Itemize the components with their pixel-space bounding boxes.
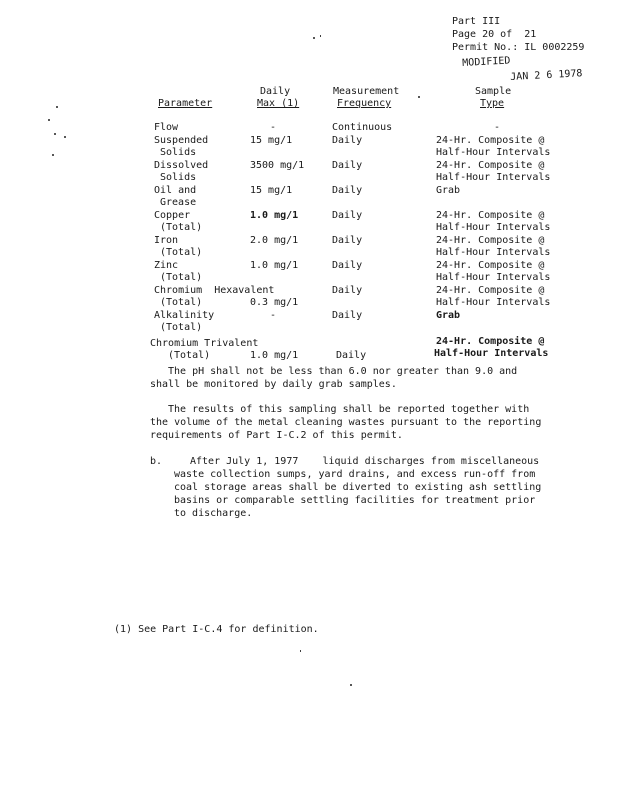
ph-line-1: The pH shall not be less than 6.0 nor greater than 9.0 and xyxy=(168,366,518,377)
table-row-parameter: Alkalinity xyxy=(154,310,215,321)
table-row-sample-type-sub: Half-Hour Intervals xyxy=(436,172,551,183)
stamp-date: JAN 2 6 1978 xyxy=(510,68,583,83)
table-row-sample-type: 24-Hr. Composite @ xyxy=(436,210,545,221)
table-row-sample-type: - xyxy=(494,122,501,133)
results-line-2: the volume of the metal cleaning wastes pursuant to the reporting xyxy=(150,417,542,428)
table-row-parameter-sub: Solids xyxy=(160,147,197,158)
col-header-sample-2: Type xyxy=(480,98,505,109)
table-row-daily-max: - xyxy=(270,122,277,133)
table-row-parameter-sub: (Total) xyxy=(160,247,203,258)
item-b-line-2: waste collection sumps, yard drains, and excess run-off from xyxy=(174,469,536,480)
table-row-sample-type: 24-Hr. Composite @ xyxy=(436,135,545,146)
item-b-line-5: to discharge. xyxy=(174,508,253,519)
modified-stamp: MODIFIED xyxy=(462,55,511,69)
table-row-sample-type: 24-Hr. Composite @ xyxy=(436,235,545,246)
table-row-frequency: Daily xyxy=(332,285,363,296)
table-row-daily-max: 15 mg/1 xyxy=(250,185,293,196)
last-row-sample-2: Half-Hour Intervals xyxy=(434,348,549,359)
col-header-max-1: Daily xyxy=(260,86,291,97)
table-row-frequency: Daily xyxy=(332,210,363,221)
table-row-daily-max: 3500 mg/1 xyxy=(250,160,305,171)
permit-number: Permit No.: IL 0002259 xyxy=(452,42,585,53)
table-row-sample-type: 24-Hr. Composite @ xyxy=(436,260,545,271)
table-row-parameter: Suspended xyxy=(154,135,209,146)
table-row-parameter-sub: Solids xyxy=(160,172,197,183)
table-row-frequency: Daily xyxy=(332,135,363,146)
scan-speck xyxy=(52,154,54,156)
part-label: Part III xyxy=(452,16,501,27)
table-row-daily-max: 1.0 mg/1 xyxy=(250,260,299,271)
col-header-sample-1: Sample xyxy=(475,86,512,97)
table-row-frequency: Daily xyxy=(332,235,363,246)
table-row-parameter: Flow xyxy=(154,122,179,133)
table-row-sample-type: 24-Hr. Composite @ xyxy=(436,160,545,171)
table-row-parameter: Zinc xyxy=(154,260,179,271)
last-row-frequency: Daily xyxy=(336,350,367,361)
item-b-label: b. xyxy=(150,456,163,467)
table-row-daily-max: 0.3 mg/1 xyxy=(250,297,299,308)
last-row-parameter-2: (Total) xyxy=(168,350,211,361)
last-row-parameter-1: Chromium Trivalent xyxy=(150,338,259,349)
table-row-parameter-sub: Grease xyxy=(160,197,197,208)
table-row-sample-type-sub: Half-Hour Intervals xyxy=(436,222,551,233)
table-row-daily-max: 15 mg/1 xyxy=(250,135,293,146)
table-row-sample-type-sub: Half-Hour Intervals xyxy=(436,297,551,308)
table-row-frequency: Continuous xyxy=(332,122,393,133)
col-header-frequency-2: Frequency xyxy=(337,98,392,109)
table-row-sample-type: 24-Hr. Composite @ xyxy=(436,285,545,296)
table-row-frequency: Daily xyxy=(332,185,363,196)
table-row-parameter-sub: (Total) xyxy=(160,322,203,333)
table-row-sample-type: Grab xyxy=(436,310,461,321)
table-row-sample-type-sub: Half-Hour Intervals xyxy=(436,147,551,158)
item-b-line-1: After July 1, 1977 liquid discharges from miscellaneous xyxy=(190,456,540,467)
table-row-parameter-sub: (Total) xyxy=(160,297,203,308)
table-row-frequency: Daily xyxy=(332,310,363,321)
table-row-sample-type: Grab xyxy=(436,185,461,196)
scan-speck xyxy=(418,96,420,98)
last-row-sample-1: 24-Hr. Composite @ xyxy=(436,336,545,347)
table-row-sample-type-sub: Half-Hour Intervals xyxy=(436,272,551,283)
ph-line-2: shall be monitored by daily grab samples. xyxy=(150,379,397,390)
table-row-daily-max: 1.0 mg/1 xyxy=(250,210,299,221)
scan-speck xyxy=(56,106,58,108)
scan-speck xyxy=(313,37,315,39)
scan-speck xyxy=(320,35,321,37)
table-row-daily-max: - xyxy=(270,310,277,321)
table-row-parameter-sub: (Total) xyxy=(160,222,203,233)
scan-speck xyxy=(54,133,56,135)
scan-speck xyxy=(48,119,50,121)
table-row-parameter: Oil and xyxy=(154,185,197,196)
col-header-parameter: Parameter xyxy=(158,98,213,109)
last-row-max: 1.0 mg/1 xyxy=(250,350,299,361)
scan-speck xyxy=(350,684,352,686)
col-header-max-2: Max (1) xyxy=(257,98,300,109)
table-row-daily-max: 2.0 mg/1 xyxy=(250,235,299,246)
table-row-parameter: Iron xyxy=(154,235,179,246)
table-row-frequency: Daily xyxy=(332,260,363,271)
table-row-parameter-sub: (Total) xyxy=(160,272,203,283)
table-row-parameter: Copper xyxy=(154,210,191,221)
item-b-line-3: coal storage areas shall be diverted to existing ash settling xyxy=(174,482,542,493)
page-number: Page 20 of 21 xyxy=(452,29,537,40)
scan-speck xyxy=(300,650,301,652)
col-header-frequency-1: Measurement xyxy=(333,86,400,97)
table-row-parameter: Chromium Hexavalent xyxy=(154,285,275,296)
table-row-frequency: Daily xyxy=(332,160,363,171)
scan-speck xyxy=(64,136,66,138)
item-b-line-4: basins or comparable settling facilities for treatment prior xyxy=(174,495,536,506)
table-row-parameter: Dissolved xyxy=(154,160,209,171)
table-row-sample-type-sub: Half-Hour Intervals xyxy=(436,247,551,258)
results-line-1: The results of this sampling shall be reported together with xyxy=(168,404,530,415)
results-line-3: requirements of Part I-C.2 of this permit. xyxy=(150,430,403,441)
footnote: (1) See Part I-C.4 for definition. xyxy=(114,624,319,635)
